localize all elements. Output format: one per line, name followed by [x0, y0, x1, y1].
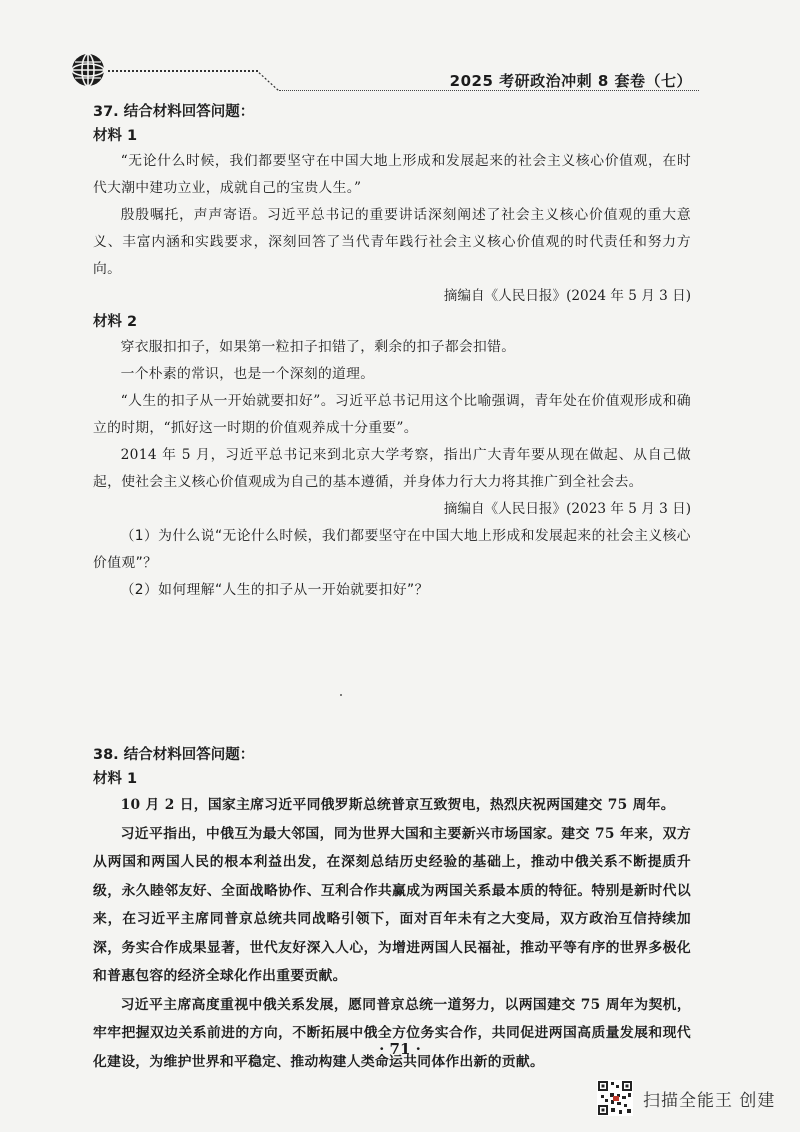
question-37-title: 37. 结合材料回答问题：: [93, 104, 255, 120]
watermark-text: 扫描全能王 创建: [643, 1090, 776, 1111]
header-title: 2025 考研政治冲刺 8 套卷（七）: [449, 72, 692, 90]
sub-question-2: （2）如何理解“人生的扣子从一开始就要扣好”？: [120, 582, 429, 598]
question-38-title: 38. 结合材料回答问题：: [93, 747, 255, 763]
question-38: [93, 743, 691, 1076]
material-2-paragraph-2: 一个朴素的常识，也是一个深刻的道理。: [120, 366, 375, 382]
globe-logo-icon: [70, 52, 106, 88]
page-number: · 71 ·: [379, 1040, 421, 1058]
q38-paragraph-3: 习近平主席高度重视中俄关系发展，愿同普京总统一道努力，以两国建交 75 周年为契机，牢牢把握双边关系前进的方向，不断拓展中俄全方位务实合作，共同促进两国高质量发展和现代化建设，为维护世界和平稳定、推动构建人类命运共同体作出新的贡献。: [93, 996, 691, 1070]
q38-material-1-title: 材料 1: [93, 771, 138, 787]
material-1-title: 材料 1: [93, 128, 138, 144]
q38-paragraph-1: 10 月 2 日，国家主席习近平同俄罗斯总统普京互致贺电，热烈庆祝两国建交 75 周年。: [120, 797, 675, 813]
qr-code-icon: [597, 1080, 633, 1116]
material-2-title: 材料 2: [93, 314, 138, 330]
header-dotted-rule: [108, 70, 258, 72]
material-2-source: 摘编自《人民日报》(2023 年 5 月 3 日): [443, 501, 691, 517]
material-1-paragraph: 殷殷嘱托，声声寄语。习近平总书记的重要讲话深刻阐述了社会主义核心价值观的重大意义、丰富内涵和实践要求，深刻回答了当代青年践行社会主义核心价值观的时代责任和努力方向。: [93, 207, 691, 277]
header-slant-rule: [256, 70, 280, 92]
material-2-paragraph-3: “人生的扣子从一开始就要扣好”。习近平总书记用这个比喻强调，青年处在价值观形成和确立的时期，“抓好这一时期的价值观养成十分重要”。: [93, 393, 691, 436]
sub-question-1: （1）为什么说“无论什么时候，我们都要坚守在中国大地上形成和发展起来的社会主义核心价值观”？: [93, 528, 691, 571]
question-37: [93, 100, 691, 604]
stray-mark: [340, 694, 342, 696]
scanner-watermark: [597, 1080, 775, 1116]
material-1-quote: “无论什么时候，我们都要坚守在中国大地上形成和发展起来的社会主义核心价值观，在时代大潮中建功立业，成就自己的宝贵人生。”: [93, 153, 691, 196]
material-1-source: 摘编自《人民日报》(2024 年 5 月 3 日): [443, 288, 691, 304]
material-2-paragraph-4: 2014 年 5 月，习近平总书记来到北京大学考察，指出广大青年要从现在做起、从自己做起，使社会主义核心价值观成为自己的基本遵循，并身体力行大力将其推广到全社会去。: [93, 447, 691, 490]
q38-paragraph-2: 习近平指出，中俄互为最大邻国，同为世界大国和主要新兴市场国家。建交 75 年来，双方从两国和两国人民的根本利益出发，在深刻总结历史经验的基础上，推动中俄关系不断提质升级，永久睦邻友好、全面战略协作、互利合作共赢成为两国关系最本质的特征。特别是新时代以来，在习近平主席同普京总统共同战略引领下，面对百年未有之大变局，双方政治互信持续加深，务实合作成果显著，世代友好深入人心，为增进两国人民福祉，推动平等有序的世界多极化和普惠包容的经济全球化作出重要贡献。: [93, 825, 691, 984]
material-2-paragraph-1: 穿衣服扣扣子，如果第一粒扣子扣错了，剩余的扣子都会扣错。: [120, 339, 516, 355]
